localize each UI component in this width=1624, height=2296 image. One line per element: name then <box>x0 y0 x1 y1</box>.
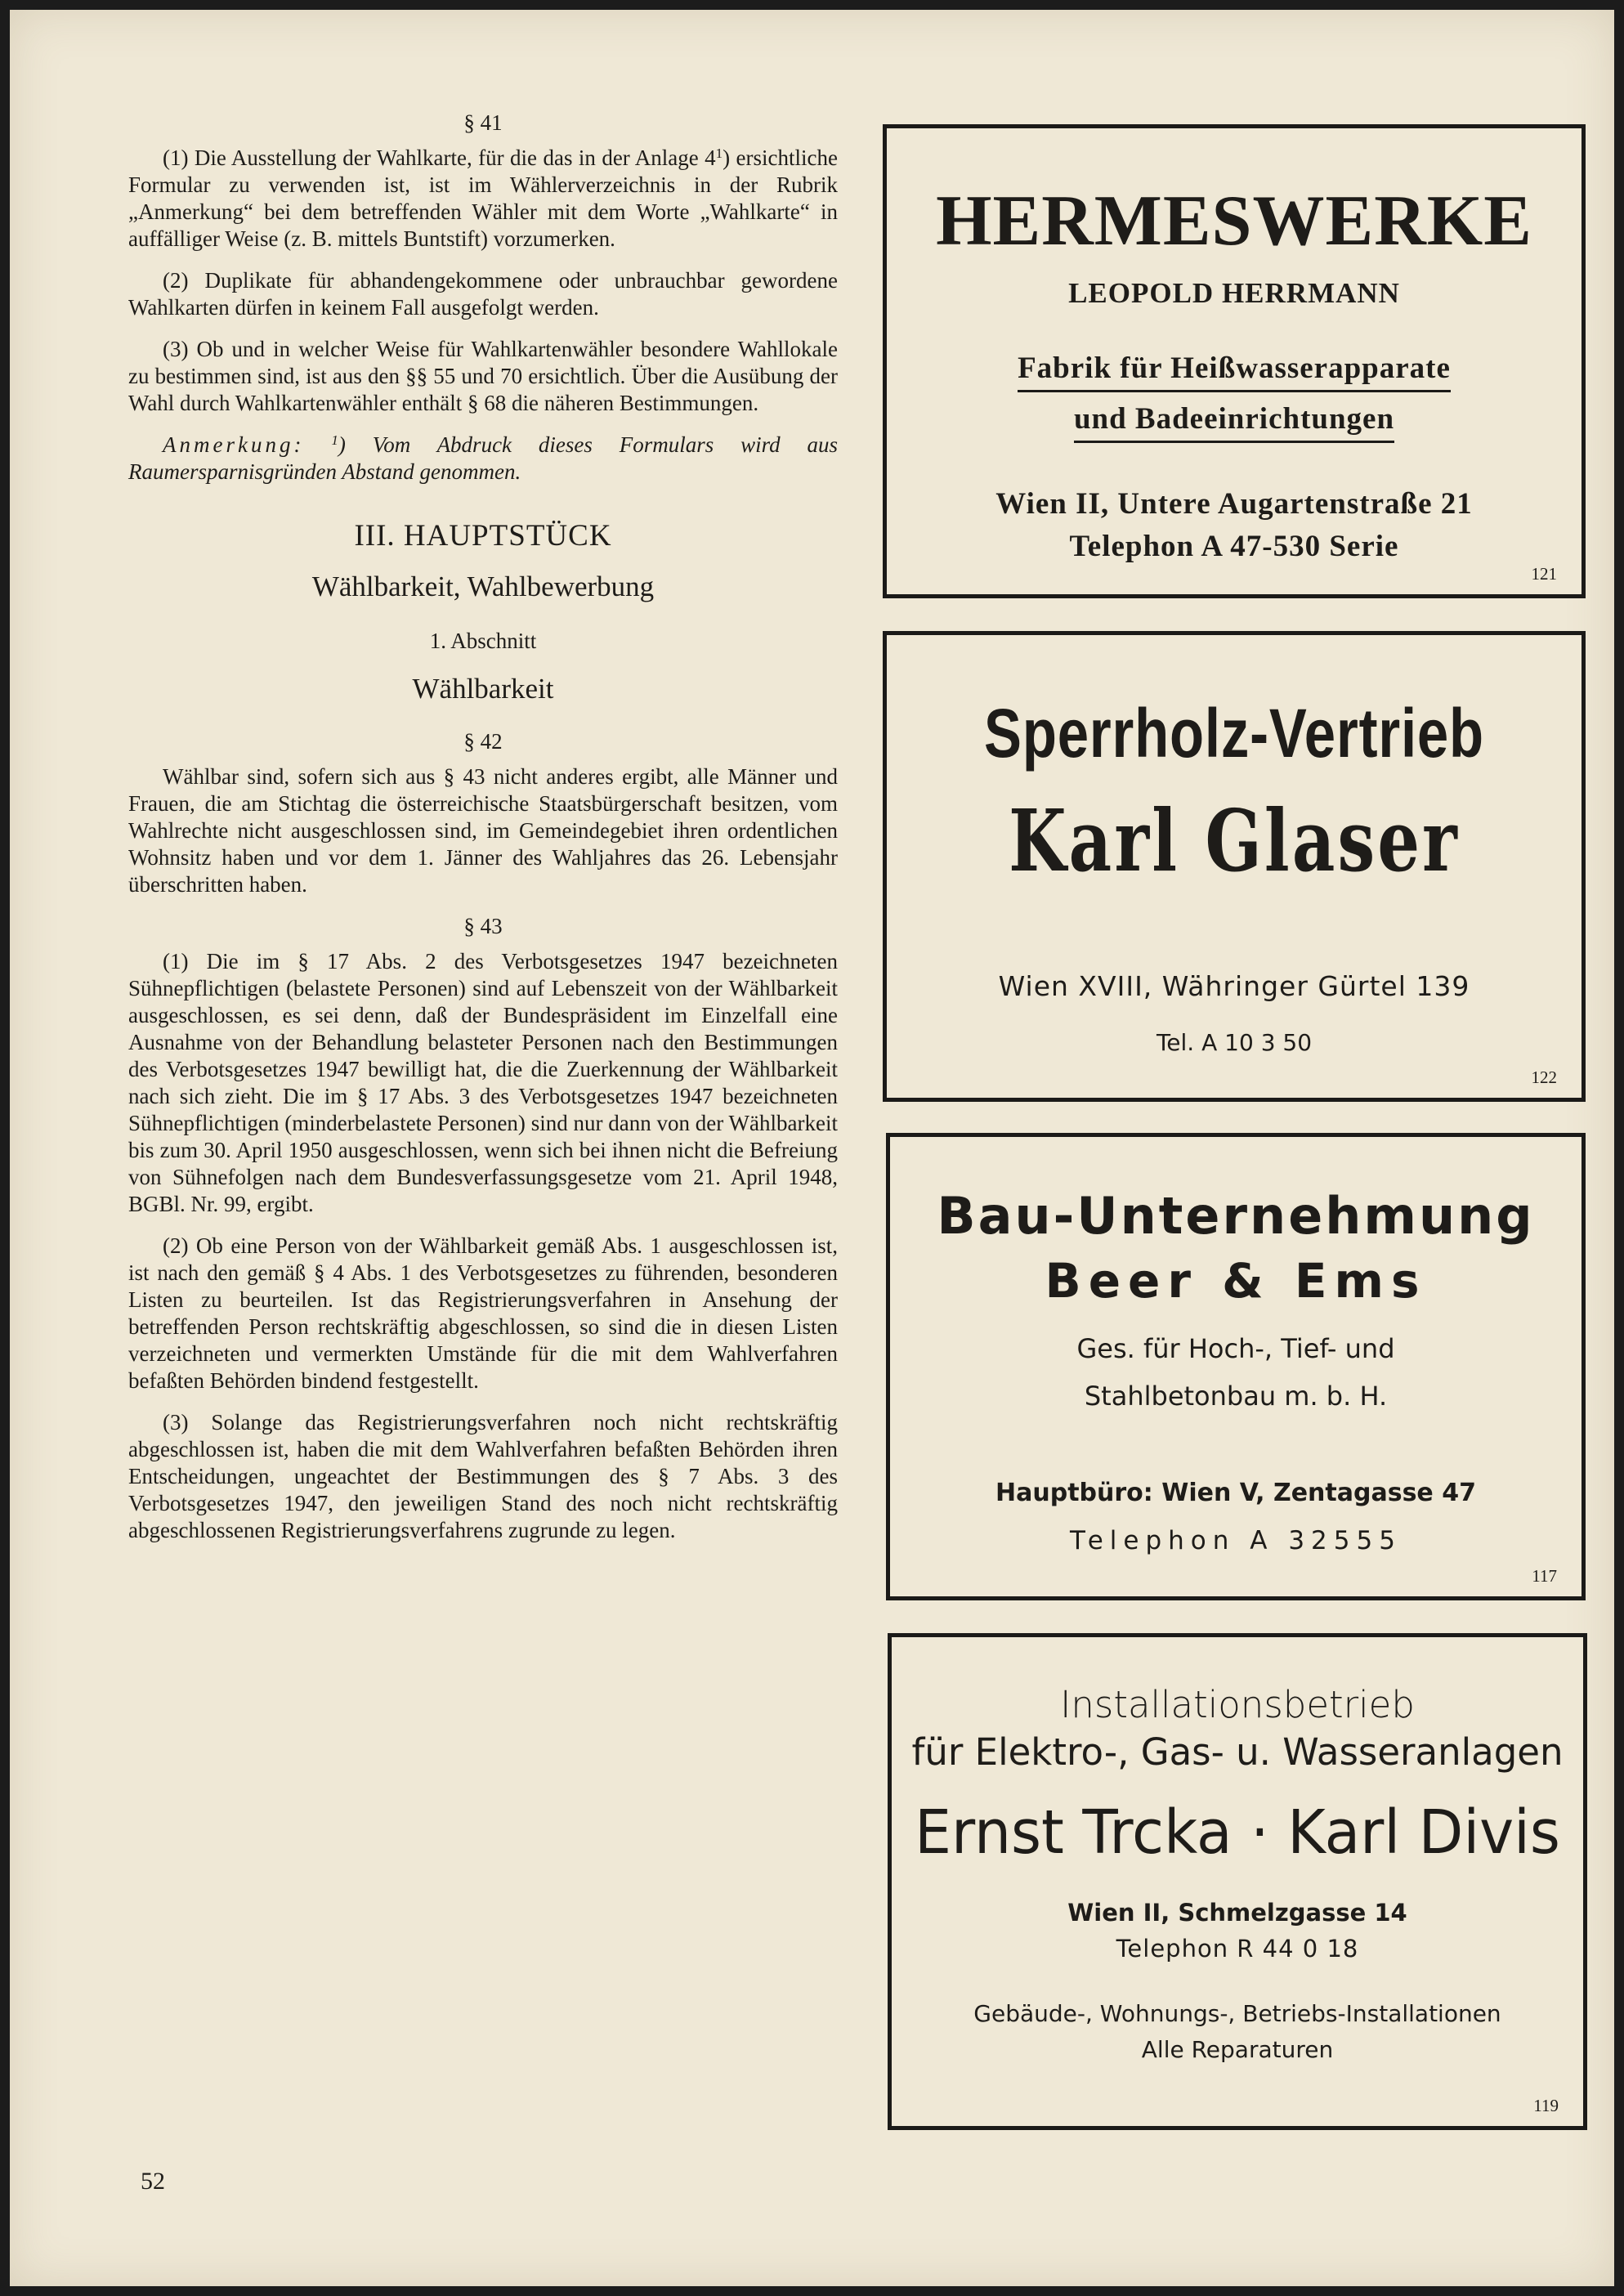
chapter-heading: III. HAUPTSTÜCK <box>354 519 612 553</box>
ad-hermeswerke-address: Wien II, Untere Augartenstraße 21 <box>995 487 1473 521</box>
page <box>10 10 1614 2286</box>
section-41-paragraph-1 <box>128 145 838 253</box>
ad-hermeswerke-phone: Telephon A 47-530 Serie <box>1069 530 1399 563</box>
footnote-remark-marker: 1 <box>331 432 338 448</box>
ad-sperrholz-phone: Tel. A 10 3 50 <box>1156 1029 1313 1056</box>
section-41-paragraph-3: (3) Ob und in welcher Weise für Wahlkartenwähler besondere Wahllokale zu bestimmen sind, ist aus den §§ 55 und 70 ersichtlich. Über die Ausübung der Wahl durch Wahlkartenwähler enthält § 68 die näheren Bestimmungen. <box>128 337 838 415</box>
page-number: 52 <box>141 2168 165 2195</box>
footnote-marker: 1 <box>715 145 723 161</box>
ad-installation-address: Wien II, Schmelzgasse 14 <box>1067 1899 1407 1927</box>
section-43-heading: § 43 <box>463 914 503 938</box>
section-title: Wählbarkeit <box>412 673 554 705</box>
section-43-paragraph-3: (3) Solange das Registrierungsverfahren noch nicht rechtskräftig abgeschlossen ist, haben die mit dem Wahlverfahren befaßten Behörden ihren Entscheidungen, ungeachtet der Bestimmungen des § 7 Abs. 3 des Verbotsgesetzes 1947, den jeweiligen Stand des noch nicht rechtskräftig abgeschlossenen Registrierungsverfahrens zugrunde zu legen. <box>128 1410 838 1542</box>
section-42-paragraph-1: Wählbar sind, sofern sich aus § 43 nicht anderes ergibt, alle Männer und Frauen, die am Stichtag die österreichische Staatsbürgerschaft besitzen, vom Wahlrechte nicht ausgeschlossen sind, im Gemeindegebiet ihren ordentlichen Wohnsitz haben und vor dem 1. Jänner des Wahljahres das 26. Lebensjahr überschritten haben. <box>128 764 838 897</box>
ad-sperrholz-number: 122 <box>1531 1067 1557 1087</box>
ad-sperrholz-name: Karl Glaser <box>1009 790 1460 891</box>
section-43-paragraph-1: (1) Die im § 17 Abs. 2 des Verbotsgesetzes 1947 bezeichneten Sühnepflichtigen (belastete Personen) sind auf Lebenszeit von der Wählbarkeit ausgeschlossen, es sei denn, daß der Bundespräsident im Einzelfall eine Ausnahme von der Behandlung belasteter Personen nach den Bestimmungen des Verbotsgesetzes 1947 bewilligt hat, die die Zuerkennung der Wählbarkeit nach sich zieht. Die im § 17 Abs. 3 des Verbotsgesetzes 1947 bezeichneten Sühnepflichtigen (minderbelastete Personen) sind nur dann von der Wählbarkeit bis zum 30. April 1950 ausgeschlossen, wenn sich bei ihnen nicht die Befreiung von Sühnefolgen nach dem Bundesverfassungsgesetze vom 21. April 1948, BGBl. Nr. 99, ergibt. <box>128 949 838 1216</box>
ad-sperrholz-title: Sperrholz-Vertrieb <box>984 695 1484 772</box>
chapter-subtitle: Wählbarkeit, Wahlbewerbung <box>311 571 655 602</box>
ad-bau-number: 117 <box>1532 1566 1557 1586</box>
section-41-heading: § 41 <box>463 110 503 135</box>
ad-bau-company: Beer & Ems <box>1045 1253 1427 1309</box>
ad-installation-title-1: Installationsbetrieb <box>1060 1683 1415 1726</box>
ad-installation-names: Ernst Trcka · Karl Divis <box>915 1797 1560 1868</box>
ad-bau-line-2: Stahlbetonbau m. b. H. <box>1084 1381 1388 1412</box>
ad-installation-number: 119 <box>1533 2096 1559 2115</box>
ad-hermeswerke-title: HERMESWERKE <box>936 181 1532 261</box>
ad-bau-line-1: Ges. für Hoch-, Tief- und <box>1076 1333 1395 1364</box>
ad-hermeswerke-number: 121 <box>1531 564 1557 584</box>
section-41-p1-text-a: Die Ausstellung der Wahlkarte, für die das in der Anlage 4 <box>188 145 716 170</box>
section-43-paragraph-2: (2) Ob eine Person von der Wählbarkeit gemäß Abs. 1 ausgeschlossen ist, ist nach den gemäß § 4 Abs. 1 des Verbotsgesetzes zu führenden, besonderen Listen zu beurteilen. Ist das Registrierungsverfahren in Ansehung der betreffenden Person rechtskräftig abgeschlossen, so sind die in diesen Listen verzeichneten und vermerkten Umstände für die mit dem Wahlverfahren befaßten Behörden bindend festgestellt. <box>128 1233 838 1393</box>
ad-bau-phone: Telephon A 32555 <box>1070 1526 1402 1555</box>
ad-installation-line-1: Gebäude-, Wohnungs-, Betriebs-Installationen <box>973 2000 1501 2027</box>
ad-hermeswerke <box>883 124 1586 598</box>
ad-hermeswerke-line-1 <box>887 351 1581 386</box>
ad-sperrholz <box>883 631 1586 1102</box>
footnote-label: Anmerkung: <box>163 432 305 457</box>
ad-installation-phone: Telephon R 44 0 18 <box>1116 1935 1359 1963</box>
ad-hermeswerke-line-2-text: und Badeeinrichtungen <box>1074 402 1394 443</box>
ad-bau-unternehmung <box>886 1133 1586 1600</box>
section-41-p1-text-b: ) ersichtliche Formular zu verwenden ist, ist im Wählerverzeichnis in der Rubrik „Anmerkung“ bei dem betreffenden Wähler mit dem Worte „Wahlkarte“ in auffälliger Weise (z. B. mittels Buntstift) vorzumerken. <box>128 145 838 251</box>
section-41-paragraph-2: (2) Duplikate für abhandengekommene oder unbrauchbar gewordene Wahlkarten dürfen in keinem Fall ausgefolgt werden. <box>128 268 838 320</box>
footnote-remark <box>128 432 838 486</box>
ad-installation-line-2: Alle Reparaturen <box>1141 2036 1334 2063</box>
ad-bau-title: Bau-Unternehmung <box>937 1186 1535 1246</box>
ad-installationsbetrieb <box>888 1633 1587 2130</box>
ad-hermeswerke-owner: LEOPOLD HERRMANN <box>1068 277 1400 309</box>
ad-hermeswerke-line-1-text: Fabrik für Heißwasserapparate <box>1018 351 1451 392</box>
ad-sperrholz-address: Wien XVIII, Währinger Gürtel 139 <box>998 970 1470 1002</box>
ad-hermeswerke-line-2 <box>887 401 1581 436</box>
section-41-p1-number: (1) <box>163 145 189 170</box>
section-label: 1. Abschnitt <box>429 629 537 653</box>
footnote-remark-text: ) Vom Abdruck dieses Formulars wird aus Raumersparnisgründen Abstand genommen. <box>128 432 839 484</box>
section-42-heading: § 42 <box>463 729 503 754</box>
ad-installation-title-2: für Elektro-, Gas- u. Wasseranlagen <box>911 1730 1564 1774</box>
ad-bau-headquarters: Hauptbüro: Wien V, Zentagasse 47 <box>995 1479 1476 1507</box>
left-text-column <box>128 110 838 1559</box>
